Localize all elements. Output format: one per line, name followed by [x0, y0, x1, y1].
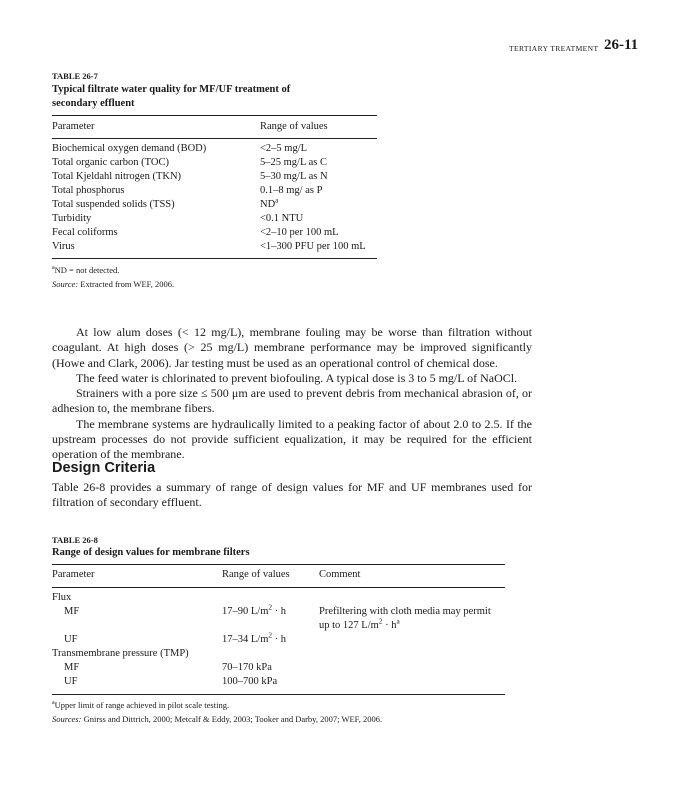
table-row-value: <2–10 per 100 mL	[260, 227, 339, 238]
column-header-range: Range of values	[260, 121, 328, 132]
table-row-param: Total phosphorus	[52, 185, 125, 196]
running-header-title: TERTIARY TREATMENT	[509, 44, 599, 53]
table-row-param: Total Kjeldahl nitrogen (TKN)	[52, 171, 182, 182]
table-caption: TABLE 26-7	[52, 71, 98, 81]
table-title-line1: Typical filtrate water quality for MF/UF treatment of	[52, 84, 291, 95]
table-footnote: $^a$Upper limit of range achieved in pilot scale testing.	[52, 700, 230, 710]
row-group-flux: Flux	[52, 592, 72, 603]
page-number: 26-11	[604, 37, 639, 53]
paragraph: Table 26-8 provides a summary of range of design values for MF and UF membranes used for filtration of secondary effluent.	[52, 480, 532, 510]
table-row-value: <0.1 NTU	[260, 213, 304, 224]
uf-flux-value: 17–34 $L/m^2 \cdot h$	[222, 630, 287, 645]
table-title: Range of design values for membrane filters	[52, 547, 250, 558]
mf-tmp-value: 70–170 kPa	[222, 662, 272, 673]
table-row-param: Biochemical oxygen demand (BOD)	[52, 143, 207, 154]
paragraph: The feed water is chlorinated to prevent biofouling. A typical dose is 3 to 5 mg/L of NaOCl.	[76, 370, 518, 385]
paragraph: Strainers with a pore size ≤ 500 μm are used to prevent debris from mechanical abrasion of, or adhesion to, the membrane fibers.	[52, 386, 532, 416]
table-footnote: $^a$ND = not detected.	[52, 265, 120, 275]
table-row-value: 5–30 mg/L as N	[260, 171, 328, 182]
table-source: Sources: Gnirss and Dittrich, 2000; Metcalf & Eddy, 2003; Tooker and Darby, 2007; WEF, 2006.	[52, 714, 383, 724]
table-row-value: $ND^a$	[260, 195, 279, 210]
section-heading: Design Criteria	[52, 460, 156, 476]
column-header-range: Range of values	[222, 569, 290, 580]
table-source: Source: Extracted from WEF, 2006.	[52, 279, 175, 289]
table-rule-bottom	[52, 694, 505, 695]
table-row-param: Total suspended solids (TSS)	[52, 199, 175, 210]
table-row-param: Virus	[52, 241, 75, 252]
column-header-parameter: Parameter	[52, 569, 95, 580]
mf-flux-value: 17–90 $L/m^2 \cdot h$	[222, 602, 287, 617]
table-row-value: <1–300 PFU per 100 mL	[260, 241, 366, 252]
uf-tmp-value: 100–700 kPa	[222, 676, 278, 687]
mf-flux-comment-line2: up to 127 $L/m^2 \cdot h^a$	[319, 616, 400, 631]
table-rule-top	[52, 564, 505, 565]
table-rule-top	[52, 115, 377, 116]
table-title-line2: secondary effluent	[52, 98, 135, 109]
column-header-comment: Comment	[319, 569, 361, 580]
row-label-mf: MF	[64, 606, 80, 617]
table-row-param: Total organic carbon (TOC)	[52, 157, 169, 168]
footnote-marker: a	[275, 195, 279, 205]
row-label-uf: UF	[64, 634, 78, 645]
row-label-mf-tmp: MF	[64, 662, 80, 673]
table-row-param: Fecal coliforms	[52, 227, 118, 238]
row-group-tmp: Transmembrane pressure (TMP)	[52, 648, 189, 659]
table-row-value: 0.1–8 mg/ as P	[260, 185, 323, 196]
table-rule-header	[52, 587, 505, 588]
column-header-parameter: Parameter	[52, 121, 95, 132]
paragraph: At low alum doses (< 12 mg/L), membrane fouling may be worse than filtration without coagulant. At high doses (> 25 mg/L) membrane performance may be improved significantly (Howe and Clark, 2006). Jar testing must be used as an operational control of chemical dose.	[52, 325, 532, 370]
row-label-uf-tmp: UF	[64, 676, 78, 687]
table-row-param: Turbidity	[52, 213, 92, 224]
table-rule-header	[52, 138, 377, 139]
section-text	[52, 480, 532, 511]
table-caption: TABLE 26-8	[52, 535, 98, 545]
table-row-value: 5–25 mg/L as C	[260, 157, 327, 168]
table-row-value: <2–5 mg/L	[260, 143, 308, 154]
mf-flux-comment-line1: Prefiltering with cloth media may permit	[319, 606, 491, 617]
body-text	[52, 325, 532, 463]
paragraph: The membrane systems are hydraulically limited to a peaking factor of about 2.0 to 2.5. If the upstream processes do not provide sufficient equalization, it may be required for the efficient operation of the membrane.	[52, 416, 532, 462]
table-rule-bottom	[52, 258, 377, 259]
